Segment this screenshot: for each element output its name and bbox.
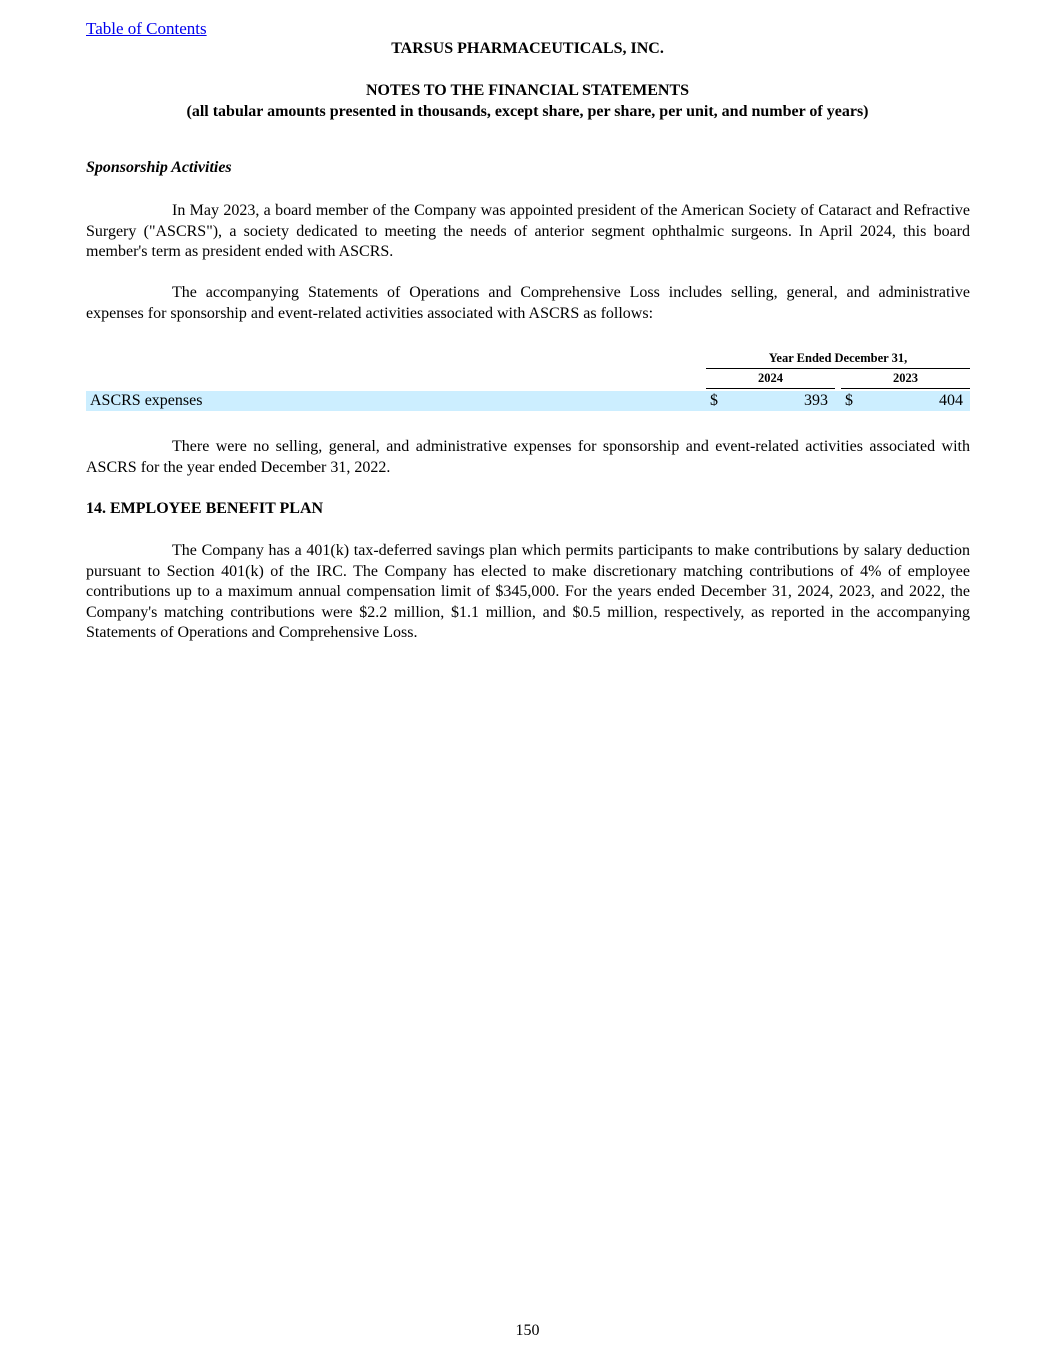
sponsorship-paragraph-2: The accompanying Statements of Operations and Comprehensive Loss includes selling, general, and administrative expenses for sponsorship and event-related activities associated with ASCRS as follows: bbox=[86, 284, 970, 322]
table-row-label: ASCRS expenses bbox=[90, 392, 203, 409]
sponsorship-paragraph-3: There were no selling, general, and administrative expenses for sponsorship and event-related activities associated with ASCRS for the year ended December 31, 2022. bbox=[86, 438, 970, 476]
notes-subtitle: (all tabular amounts presented in thousands, except share, per share, per unit, and number of years) bbox=[186, 103, 869, 120]
table-column-header: 2024 bbox=[706, 371, 835, 389]
page-number: 150 bbox=[515, 1322, 540, 1339]
table-row bbox=[86, 391, 970, 411]
table-column-header: 2023 bbox=[841, 371, 970, 389]
table-cell-value: 404 bbox=[939, 392, 963, 409]
table-of-contents-link[interactable]: Table of Contents bbox=[86, 19, 207, 38]
table-group-header: Year Ended December 31, bbox=[706, 351, 970, 369]
currency-symbol: $ bbox=[845, 392, 853, 409]
currency-symbol: $ bbox=[710, 392, 718, 409]
employee-benefit-plan-paragraph: The Company has a 401(k) tax-deferred savings plan which permits participants to make contributions by salary deduction pursuant to Section 401(k) of the IRC. The Company has elected to make discretionary matching contributions of 4% of employee contributions up to a maximum annual compensation limit of $345,000. For the years ended December 31, 2024, 2023, and 2022, the Company's matching contributions were $2.2 million, $1.1 million, and $0.5 million, respectively, as reported in the accompanying Statements of Operations and Comprehensive Loss. bbox=[86, 542, 970, 642]
employee-benefit-plan-heading: 14. EMPLOYEE BENEFIT PLAN bbox=[86, 500, 324, 517]
company-name: TARSUS PHARMACEUTICALS, INC. bbox=[391, 40, 664, 57]
notes-title: NOTES TO THE FINANCIAL STATEMENTS bbox=[365, 82, 690, 99]
sponsorship-heading: Sponsorship Activities bbox=[86, 159, 232, 176]
sponsorship-paragraph-1: In May 2023, a board member of the Company was appointed president of the American Society of Cataract and Refractive Surgery ("ASCRS"), a society dedicated to meeting the needs of anterior segment ophthalmic surgeons. In April 2024, this board member's term as president ended with ASCRS. bbox=[86, 202, 970, 261]
table-cell-value: 393 bbox=[804, 392, 828, 409]
